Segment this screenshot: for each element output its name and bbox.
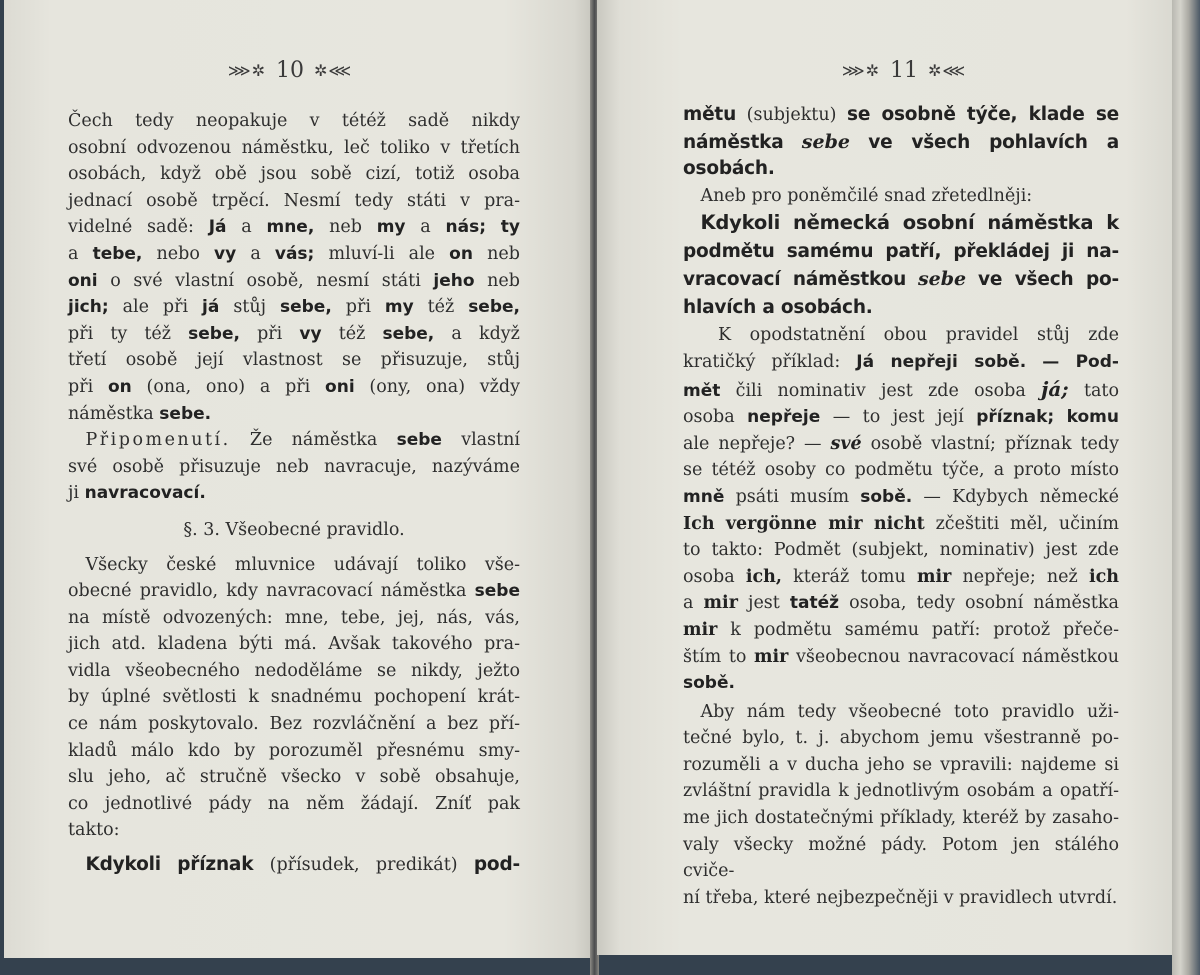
text-line: slu jeho, ač stručně všecko v sobě obsahuje,: [68, 767, 520, 788]
text-line: by úplné světlosti k snadnému pochopení krát-: [68, 687, 520, 708]
left-note-paragraph: [68, 427, 520, 507]
text-line: takto:: [68, 820, 120, 841]
text-line: podmětu samému patří, překládej ji na-: [683, 241, 1119, 263]
right-page-header: [824, 54, 984, 86]
text-line: ce nám poskytovalo. Bez rozvláčnění a bez pří-: [68, 714, 520, 735]
text-line: štím to mir všeobecnou navracovací náměstkou: [683, 646, 1119, 667]
text-line: a tebe, nebo vy a vás; mluví-li ale on neb: [68, 243, 520, 264]
text-line: ale nepřeje? — své osobě vlastní; příznak tedy: [683, 433, 1119, 454]
text-line: kladů málo kdo by porozuměl přesnému smy-: [68, 740, 520, 761]
left-page: [4, 0, 592, 958]
text-line: zvláštní pravidla k jednotlivým osobám a opatří-: [683, 781, 1119, 802]
text-line: mně psáti musím sobě. — Kdybych německé: [683, 486, 1119, 507]
text-line: jednací osobě trpěcí. Nesmí tedy státi v pra-: [68, 190, 520, 211]
left-paragraph-1: [68, 108, 520, 427]
text-line: své osobě přisuzuje neb navracuje, nazýváme: [68, 456, 520, 477]
text-line: osobní odvozenou náměstku, leč toliko v třetích: [68, 137, 520, 158]
text-line: oni o své vlastní osobě, nesmí státi jeho neb: [68, 270, 520, 291]
text-line: Aneb pro poněmčilé snad zřetedlněji:: [700, 185, 1033, 206]
book-edge: [1172, 0, 1200, 975]
text-line: mět čili nominativ jest zde osoba já; tato: [683, 376, 1119, 401]
text-line: náměstka sebe ve všech pohlavích a: [683, 130, 1119, 153]
text-line: sobě.: [683, 673, 735, 694]
text-line: tečné bylo, t. j. abychom jemu všestranně po-: [683, 728, 1119, 749]
right-page-body: [683, 102, 1119, 911]
text-line: osoba ich, kteráž tomu mir nepřeje; než ich: [683, 566, 1119, 587]
text-line: obecné pravidlo, kdy navracovací náměstka sebe: [68, 581, 520, 602]
rule-continuation: [683, 102, 1119, 183]
left-rule-start: [68, 852, 520, 879]
german-rule: [683, 209, 1119, 322]
text-line: K opodstatnění obou pravidel stůj zde: [718, 325, 1119, 346]
closing-paragraph: [683, 699, 1119, 912]
text-line: to takto: Podmět (subjekt, nominativ) jest zde: [683, 540, 1119, 561]
text-line: Všecky české mluvnice udávají toliko vše-: [68, 554, 520, 575]
text-line: ji navracovací.: [68, 483, 206, 504]
right-page-number: 11: [890, 57, 918, 83]
example-paragraph: [683, 322, 1119, 696]
text-line: Připomenutí. Že náměstka sebe vlastní: [85, 430, 520, 451]
text-line: třetí osobě její vlastnost se přisuzuje, stůj: [68, 350, 520, 371]
text-line: při ty též sebe, při vy též sebe, a když: [68, 323, 520, 344]
text-line: co jednotlivé pády na něm žádají. Zníť pak: [68, 793, 520, 814]
left-page-body: [68, 108, 520, 879]
text-line: vidla všeobecného nedoděláme se nikdy, ježto: [68, 660, 520, 681]
left-ornament-left-icon: ⋙✲: [227, 60, 266, 80]
text-line: jich atd. kladena býti má. Avšak takového pra-: [68, 634, 520, 655]
text-line: kratičký příklad: Já nepřeji sobě. — Pod-: [683, 351, 1119, 372]
text-line: Čech tedy neopakuje v tétéž sadě nikdy: [68, 111, 520, 131]
text-line: ní třeba, které nejbezpečněji v pravidlech utvrdí.: [683, 887, 1118, 908]
text-line: videlné sadě: Já a mne, neb my a nás; ty: [68, 217, 520, 238]
text-line: na místě odvozených: mne, tebe, jej, nás, vás,: [68, 607, 520, 628]
german-intro: [683, 183, 1119, 210]
right-ornament-left-icon: ⋙✲: [841, 60, 880, 80]
text-line: Kdykoli německá osobní náměstka k: [700, 211, 1119, 235]
text-line: osobách.: [683, 158, 775, 180]
left-section-paragraph: [68, 552, 520, 845]
text-line: mětu (subjektu) se osobně týče, klade se: [683, 104, 1119, 125]
text-line: rozuměli a v ducha jeho se vpravili: najdeme si: [683, 754, 1119, 775]
text-line: osoba nepřeje — to jest její příznak; komu: [683, 407, 1119, 428]
text-line: Aby nám tedy všeobecné toto pravidlo uži-: [700, 701, 1119, 722]
text-line: vracovací náměstkou sebe ve všech po-: [683, 268, 1119, 291]
right-page: [597, 0, 1172, 955]
right-ornament-right-icon: ✲⋘: [928, 60, 967, 80]
text-line: me jich dostatečnými příklady, kteréž by zasaho-: [683, 808, 1119, 829]
left-ornament-right-icon: ✲⋘: [314, 60, 353, 80]
text-line: při on (ona, ono) a při oni (ony, ona) vždy: [68, 376, 520, 397]
text-line: Kdykoli příznak (přísudek, predikát) pod-: [85, 854, 520, 876]
section-heading: §. 3. Všeobecné pravidlo.: [183, 519, 405, 540]
text-line: hlavích a osobách.: [683, 297, 873, 319]
text-line: jich; ale při já stůj sebe, při my též sebe,: [68, 297, 520, 318]
text-line: a mir jest tatéž osoba, tedy osobní náměstka: [683, 593, 1119, 614]
text-line: se tétéž osoby co podmětu týče, a proto místo: [683, 460, 1119, 481]
left-page-header: [210, 54, 370, 86]
text-line: mir k podmětu samému patří: protož přeče-: [683, 619, 1119, 640]
text-line: osobách, když obě jsou sobě cizí, totiž osoba: [68, 164, 520, 185]
left-page-number: 10: [276, 57, 304, 83]
text-line: valy všecky možné pády. Potom jen stálého cviče-: [683, 834, 1119, 882]
text-line: Ich vergönne mir nicht zčeštiti měl, učiním: [683, 513, 1119, 534]
text-line: náměstka sebe.: [68, 403, 212, 424]
